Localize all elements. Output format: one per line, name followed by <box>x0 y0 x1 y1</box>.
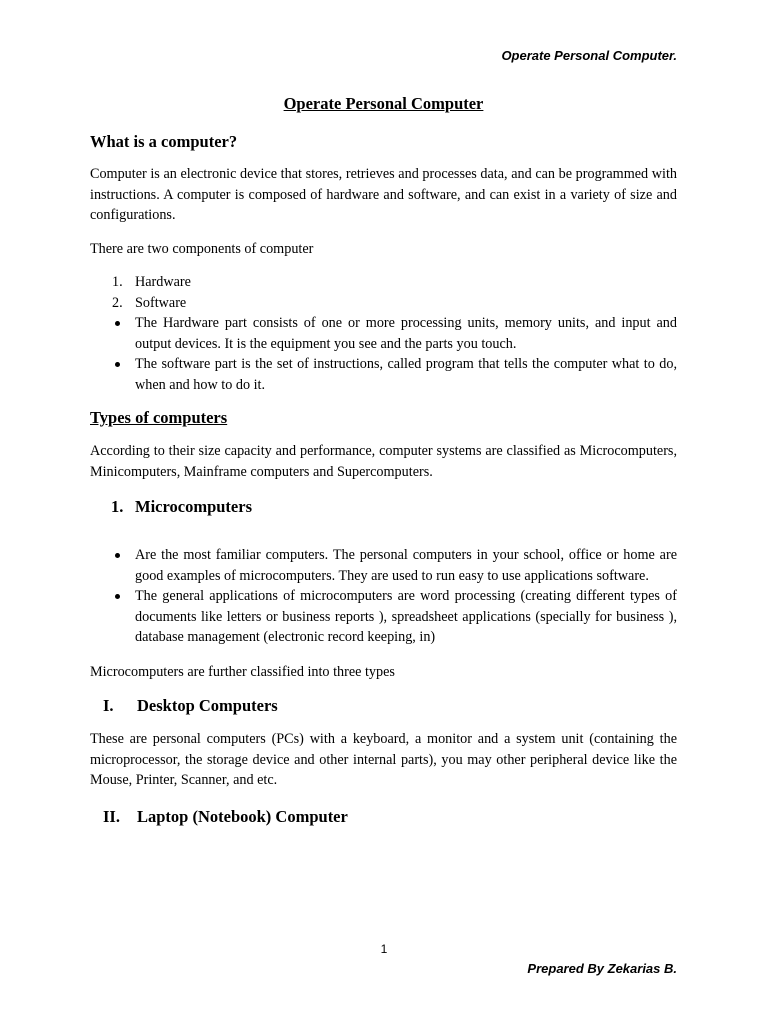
page-body <box>90 94 677 827</box>
list-item <box>90 313 677 354</box>
list-item-text: The software part is the set of instructions, called program that tells the computer what to do, when and how to do it. <box>135 356 677 393</box>
heading-text: Microcomputers <box>135 497 252 516</box>
microcomputer-bullets <box>90 545 677 648</box>
heading-types-of-computers: Types of computers <box>90 408 228 427</box>
bullet-icon <box>115 313 120 326</box>
list-item <box>90 545 677 586</box>
paragraph-definition: Computer is an electronic device that stores, retrieves and processes data, and can be programmed with instructions. A computer is composed of hardware and software, and can exist in a variety of size and configurations. <box>90 166 677 223</box>
paragraph-microcomputer-types: Microcomputers are further classified into three types <box>90 663 395 680</box>
list-number: 2. <box>112 294 123 311</box>
bullet-icon <box>115 354 120 367</box>
heading-text: Laptop (Notebook) Computer <box>137 806 348 826</box>
heading-microcomputers <box>90 497 677 517</box>
list-item-text: The general applications of microcomputers are word processing (creating different types of documents like letters or business reports ), spreadsheet applications (specially for business ), database management (electronic record keeping, in) <box>135 588 677 645</box>
bullet-icon <box>115 545 120 558</box>
running-header: Operate Personal Computer. <box>501 48 677 63</box>
running-footer: Prepared By Zekarias B. <box>527 961 677 976</box>
list-item <box>90 354 677 395</box>
heading-number: 1. <box>111 497 124 516</box>
heading-number: I. <box>103 696 114 715</box>
list-item <box>90 293 677 314</box>
components-list <box>90 272 677 395</box>
bullet-icon <box>115 586 120 599</box>
heading-number: II. <box>103 806 120 826</box>
list-item-text: Are the most familiar computers. The personal computers in your school, office or home are good examples of microcomputers. They are used to run easy to use applications software. <box>135 547 677 584</box>
list-number: 1. <box>112 274 123 290</box>
page-number: 1 <box>380 942 388 956</box>
list-item-text: Hardware <box>135 274 191 290</box>
heading-text: Desktop Computers <box>137 696 278 715</box>
list-item-text: The Hardware part consists of one or more processing units, memory units, and input and output devices. It is the equipment you see and the parts you touch. <box>135 315 677 352</box>
heading-what-is-computer: What is a computer? <box>90 132 238 151</box>
document-title: Operate Personal Computer <box>283 94 484 113</box>
paragraph-components-intro: There are two components of computer <box>90 240 314 257</box>
list-item-text: Software <box>135 294 187 311</box>
list-item <box>90 586 677 648</box>
paragraph-types: According to their size capacity and performance, computer systems are classified as Microcomputers, Minicomputers, Mainframe computers and Supercomputers. <box>90 443 677 480</box>
heading-desktop-computers <box>90 696 677 716</box>
heading-laptop-computer <box>90 807 677 827</box>
paragraph-desktop: These are personal computers (PCs) with a keyboard, a monitor and a system unit (containing the microprocessor, the storage device and other internal parts), you may other peripheral device like the Mouse, Printer, Scanner, and etc. <box>90 731 677 788</box>
list-item <box>90 272 677 293</box>
